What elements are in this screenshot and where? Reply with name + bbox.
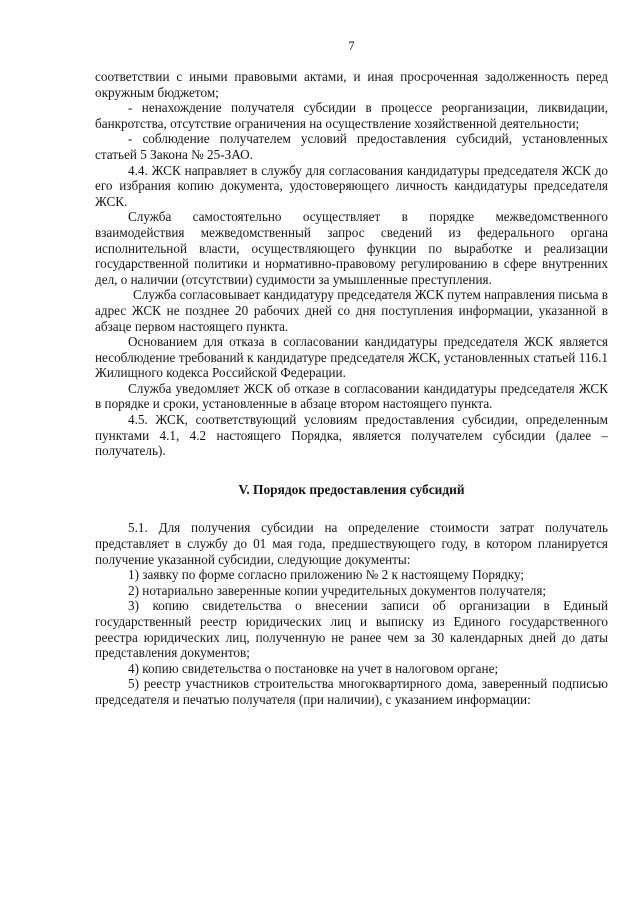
paragraph-condition-compliance: - соблюдение получателем условий предоставления субсидий, установленных статьей 5 Закона № 25-ЗАО. <box>95 131 608 162</box>
list-item-3: 3) копию свидетельства о внесении записи об организации в Единый государственный реестр юридических лиц и выписку из Единого государственного реестра юридических лиц, полученную не ранее чем за 30 календарных дней до даты представления документов; <box>95 598 608 661</box>
paragraph-5-1: 5.1. Для получения субсидии на определение стоимости затрат получатель представляет в службу до 01 мая года, предшествующего году, в котором планируется получение указанной субсидии, следующие документы: <box>95 520 608 567</box>
paragraph-interagency-request: Служба самостоятельно осуществляет в порядке межведомственного взаимодействия межведомственный запрос сведений из федерального органа исполнительной власти, осуществляющего функции по выработке и реализации государственной политики и нормативно-правовому регулированию в сфере внутренних дел, о наличии (отсутствии) судимости за умышленные преступления. <box>95 209 608 287</box>
paragraph-condition-reorganization: - ненахождение получателя субсидии в процессе реорганизации, ликвидации, банкротства, отсутствие ограничения на осуществление хозяйственной деятельности; <box>95 100 608 131</box>
section-heading: V. Порядок предоставления субсидий <box>238 481 465 497</box>
list-item-2: 2) нотариально заверенные копии учредительных документов получателя; <box>128 582 547 598</box>
paragraph-continuation: соответствии с иными правовыми актами, и иная просроченная задолженность перед окружным бюджетом; <box>95 69 608 100</box>
list-item-1: 1) заявку по форме согласно приложению № 2 к настоящему Порядку; <box>128 567 525 583</box>
list-item-4: 4) копию свидетельства о постановке на учет в налоговом органе; <box>128 660 499 676</box>
page-number: 7 <box>348 38 355 53</box>
paragraph-refusal-notice: Служба уведомляет ЖСК об отказе в согласовании кандидатуры председателя ЖСК в порядке и сроки, установленные в абзаце втором настоящего пункта. <box>95 380 608 412</box>
paragraph-refusal-grounds: Основанием для отказа в согласовании кандидатуры председателя ЖСК является несоблюдение требований к кандидатуре председателя ЖСК, установленных статьей 116.1 Жилищного кодекса Российской Федерации. <box>95 334 608 381</box>
paragraph-4-5: 4.5. ЖСК, соответствующий условиям предоставления субсидии, определенным пунктами 4.1, 4.2 настоящего Порядка, является получателем субсидии (далее – получатель). <box>95 412 608 459</box>
paragraph-4-4: 4.4. ЖСК направляет в службу для согласования кандидатуры председателя ЖСК до его избрания копию документа, удостоверяющего личность кандидатуры председателя ЖСК. <box>95 162 608 209</box>
document-body <box>95 69 608 708</box>
list-item-5: 5) реестр участников строительства многоквартирного дома, заверенный подписью председателя и печатью получателя (при наличии), с указанием информации: <box>95 676 608 707</box>
paragraph-approval: Служба согласовывает кандидатуру председателя ЖСК путем направления письма в адрес ЖСК не позднее 20 рабочих дней со дня поступления информации, указанной в абзаце первом настоящего пункта. <box>95 287 608 334</box>
